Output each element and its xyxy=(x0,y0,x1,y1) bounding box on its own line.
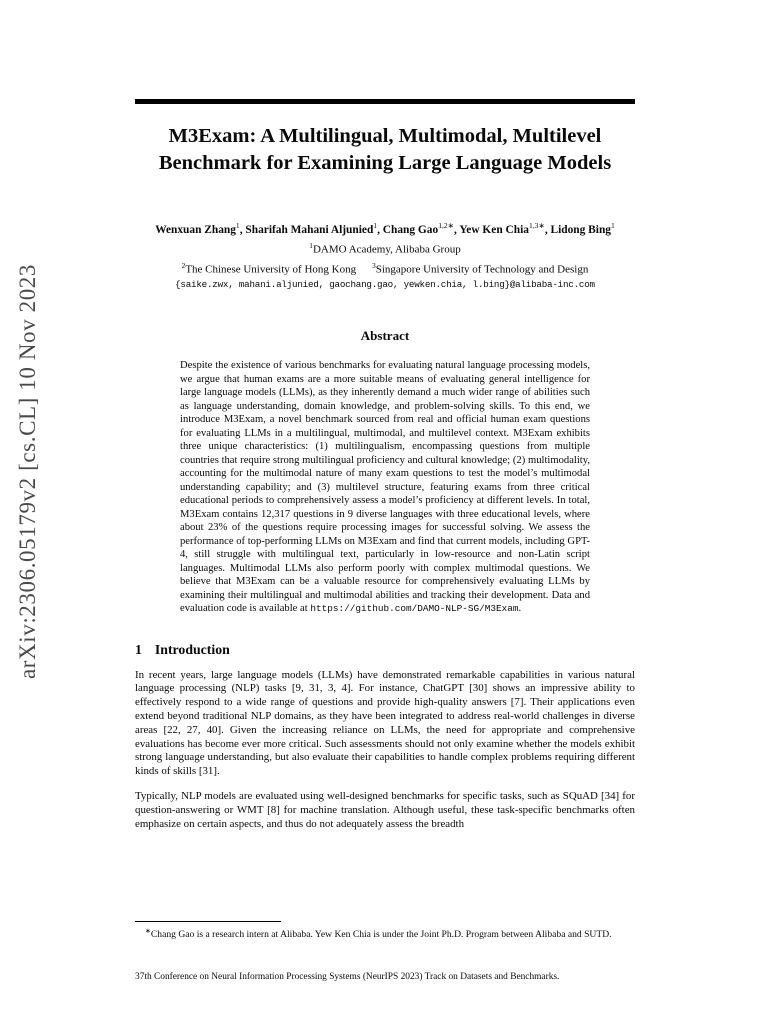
intro-paragraph-1: In recent years, large language models (LLMs) have demonstrated remarkable capabilities in various natural language processing (NLP) tasks [9, 31, 3, 4]. For instance, ChatGPT [30] shows an impressive ability to effectively respond to a wide range of questions and provide high-quality answers [7]. Their applications even extend beyond traditional NLP domains, as they have been integrated to address real-world challenges in diverse areas [22, 27, 40]. Given the increasing reliance on LLMs, the need for appropriate and comprehensive evaluations has become ever more critical. Such assessments should not only examine whether the models exhibit strong language understanding, but also evaluate their capabilities to handle complex problems requiring different kinds of skills [31]. xyxy=(135,668,635,778)
abstract-paragraph xyxy=(180,359,590,616)
abstract-period: . xyxy=(518,603,522,615)
abstract-text: Despite the existence of various benchmarks for evaluating natural language processing models, we argue that human exams are a more suitable means of evaluating general intelligence for large language models (LLMs), as they inherently demand a much wider range of abilities such as language understanding, domain knowledge, and problem-solving skills. To this end, we introduce M3Exam, a novel benchmark sourced from real and official human exam questions for evaluating LLMs in a multilingual, multimodal, and multilevel context. M3Exam exhibits three unique characteristics: (1) multilingualism, encompassing questions from multiple countries that require strong multilingual proficiency and cultural knowledge; (2) multimodality, accounting for the multimodal nature of many exam questions to test the model’s multimodal understanding capability; and (3) multilevel structure, featuring exams from three critical educational periods to comprehensively assess a model’s proficiency at different levels. In total, M3Exam contains 12,317 questions in 9 diverse languages with three educational levels, where about 23% of the questions require processing images for successful solving. We assess the performance of top-performing LLMs on M3Exam and find that current models, including GPT-4, still struggle with multilingual text, particularly in low-resource and non-Latin script languages. Multimodal LLMs also perform poorly with complex multimodal questions. We believe that M3Exam can be a valuable resource for comprehensively evaluating LLMs by examining their multilingual and multimodal abilities and tracking their development. Data and evaluation code is available at xyxy=(180,360,590,615)
author-line: Wenxuan Zhang$^1$, Sharifah Mahani Aljunied$^1$, Chang Gao$^{1,2∗}$, Yew Ken Chia$^{1,3∗}$, Lidong Bing$^1$ xyxy=(155,221,615,236)
section-title: Introduction xyxy=(154,641,230,657)
author-emails: {saike.zwx, mahani.aljunied, gaochang.gao, yewken.chia, l.bing}@alibaba-inc.com xyxy=(175,279,595,291)
paper-content xyxy=(135,0,635,831)
footnote-block xyxy=(135,921,635,941)
author-name: Sharifah Mahani Aljunied$^1$ xyxy=(245,221,378,236)
affiliation-superscript: 3 xyxy=(372,260,376,270)
affiliation-line: $^2$The Chinese University of Hong Kong $^3$Singapore University of Technology and Design xyxy=(181,260,589,276)
affiliation-superscript: 2 xyxy=(181,260,186,270)
conference-footer: 37th Conference on Neural Information Processing Systems (NeurIPS 2023) Track on Datasets and Benchmarks. xyxy=(135,972,560,982)
github-link[interactable]: https://github.com/DAMO-NLP-SG/M3Exam xyxy=(310,603,519,615)
arxiv-watermark: arXiv:2306.05179v2 [cs.CL] 10 Nov 2023 xyxy=(15,264,40,680)
author-superscript: 1,2∗ xyxy=(438,221,455,230)
author-name: Chang Gao$^{1,2∗}$ xyxy=(382,221,455,236)
author-superscript: 1 xyxy=(373,221,378,230)
author-name: Wenxuan Zhang$^1$ xyxy=(155,221,240,236)
affiliations xyxy=(135,238,635,278)
abstract-heading: Abstract xyxy=(360,328,410,344)
intro-paragraph-2: Typically, NLP models are evaluated using well-designed benchmarks for specific tasks, such as SQuAD [34] for question-answering or WMT [8] for machine translation. Although useful, these task-specific benchmarks often emphasize on certain aspects, and thus do not adequately assess the breadth xyxy=(135,789,635,830)
footnote-marker: ∗ xyxy=(145,927,151,935)
author-superscript: 1 xyxy=(235,221,240,230)
affiliation-line: $^1$DAMO Academy, Alibaba Group xyxy=(309,240,461,256)
paper-title: M3Exam: A Multilingual, Multimodal, Multilevel Benchmark for Examining Large Language Models xyxy=(158,125,612,174)
title-rule xyxy=(135,99,635,104)
author-name: Yew Ken Chia$^{1,3∗}$ xyxy=(459,221,545,236)
section-heading-introduction xyxy=(135,642,635,658)
footnote-text: Chang Gao is a research intern at Alibaba. Yew Ken Chia is under the Joint Ph.D. Program between Alibaba and SUTD. xyxy=(150,929,612,941)
footnote-rule xyxy=(135,921,281,922)
author-name: Lidong Bing$^1$ xyxy=(550,221,615,236)
author-superscript: 1 xyxy=(610,221,615,230)
section-number: 1 xyxy=(135,641,142,657)
author-superscript: 1,3∗ xyxy=(528,221,545,230)
affiliation-superscript: 1 xyxy=(309,240,313,250)
footnote xyxy=(135,926,635,941)
